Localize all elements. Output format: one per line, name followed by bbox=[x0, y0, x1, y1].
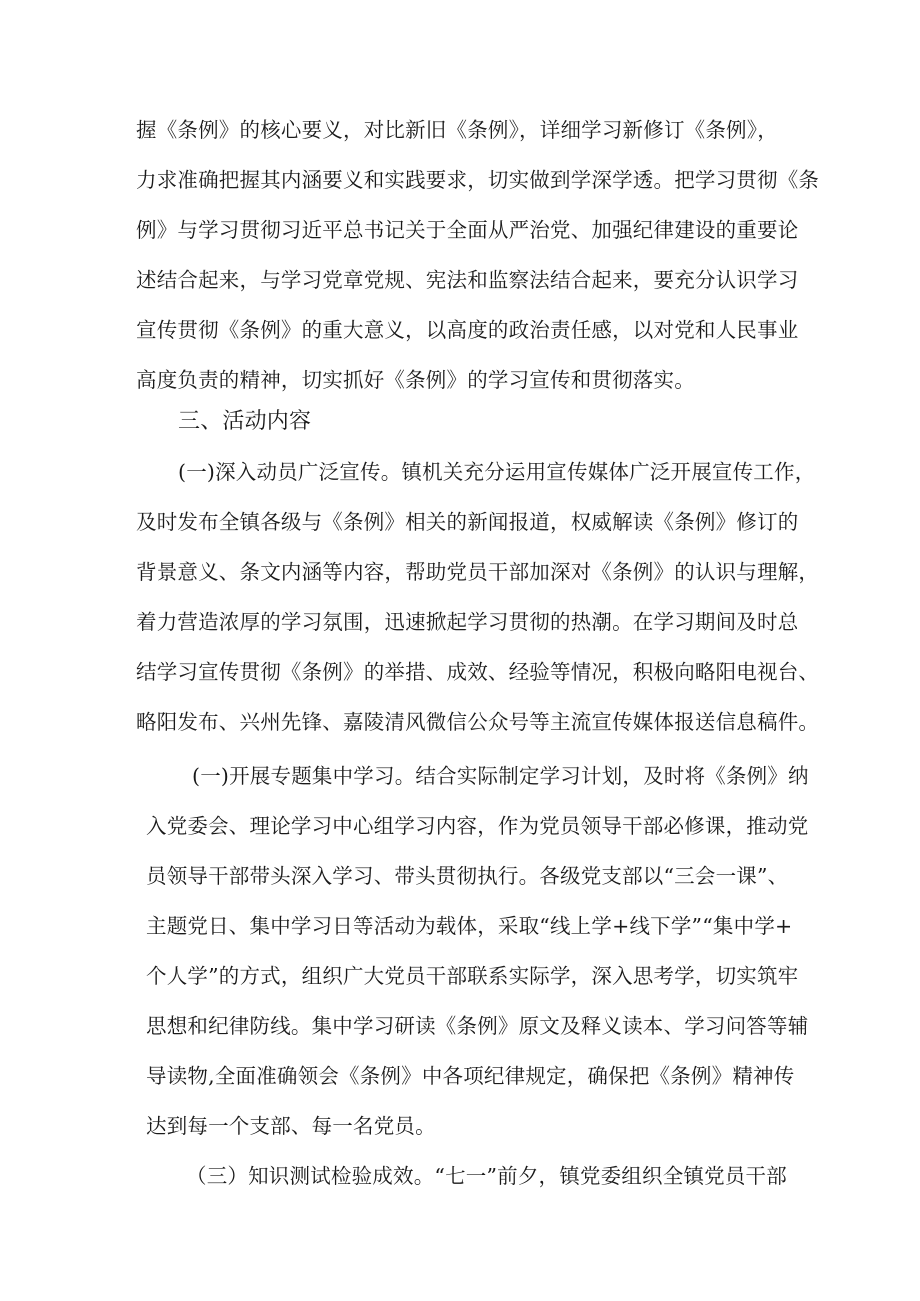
text-line: 背景意义、条文内涵等内容，帮助党员干部加深对《条例》的认识与理解， bbox=[136, 560, 820, 584]
section-heading: 三、活动内容 bbox=[178, 409, 312, 434]
text-line: 高度负责的精神，切实抓好《条例》的学习宣传和贯彻落实。 bbox=[136, 368, 695, 392]
text-line: (一)开展专题集中学习。结合实际制定学习计划，及时将《条例》纳 bbox=[192, 764, 809, 788]
text-line: 员领导干部带头深入学习、带头贯彻执行。各级党支部以“三会一课”、 bbox=[146, 864, 789, 888]
text-line: 入党委会、理论学习中心组学习内容，作为党员领导干部必修课，推动党 bbox=[146, 814, 809, 838]
text-line: 力求准确把握其内涵要义和实践要求，切实做到学深学透。把学习贯彻《条 bbox=[136, 168, 820, 192]
text-line: 着力营造浓厚的学习氛围，迅速掀起学习贯彻的热潮。在学习期间及时总 bbox=[136, 610, 799, 634]
text-line: 例》与学习贯彻习近平总书记关于全面从严治党、加强纪律建设的重要论 bbox=[136, 218, 799, 242]
text-line: 主题党日、集中学习日等活动为载体，采取“线上学+线下学”“集中学+ bbox=[146, 914, 793, 938]
text-line: 及时发布全镇各级与《条例》相关的新闻报道，权威解读《条例》修订的 bbox=[136, 510, 799, 534]
text-line: 述结合起来，与学习党章党规、宪法和监察法结合起来，要充分认识学习 bbox=[136, 268, 799, 292]
text-line: 宣传贯彻《条例》的重大意义，以高度的政治责任感，以对党和人民事业 bbox=[136, 318, 799, 342]
text-line: （三）知识测试检验成效。“七一”前夕，镇党委组织全镇党员干部 bbox=[186, 1164, 787, 1188]
text-line: 略阳发布、兴州先锋、嘉陵清风微信公众号等主流宣传媒体报送信息稿件。 bbox=[136, 710, 820, 734]
text-line: 思想和纪律防线。集中学习研读《条例》原文及释义读本、学习问答等辅 bbox=[146, 1014, 809, 1038]
text-line: 握《条例》的核心要义，对比新旧《条例》，详细学习新修订《条例》， bbox=[136, 118, 778, 142]
text-line: 个人学”的方式，组织广大党员干部联系实际学，深入思考学，切实筑牢 bbox=[146, 964, 799, 988]
text-line: 结学习宣传贯彻《条例》的举措、成效、经验等情况，积极向略阳电视台、 bbox=[136, 660, 820, 684]
text-line: 导读物,全面准确领会《条例》中各项纪律规定，确保把《条例》精神传 bbox=[146, 1064, 795, 1088]
text-line: 达到每一个支部、每一名党员。 bbox=[146, 1114, 436, 1138]
text-line: (一)深入动员广泛宣传。镇机关充分运用宣传媒体广泛开展宣传工作， bbox=[178, 460, 816, 484]
